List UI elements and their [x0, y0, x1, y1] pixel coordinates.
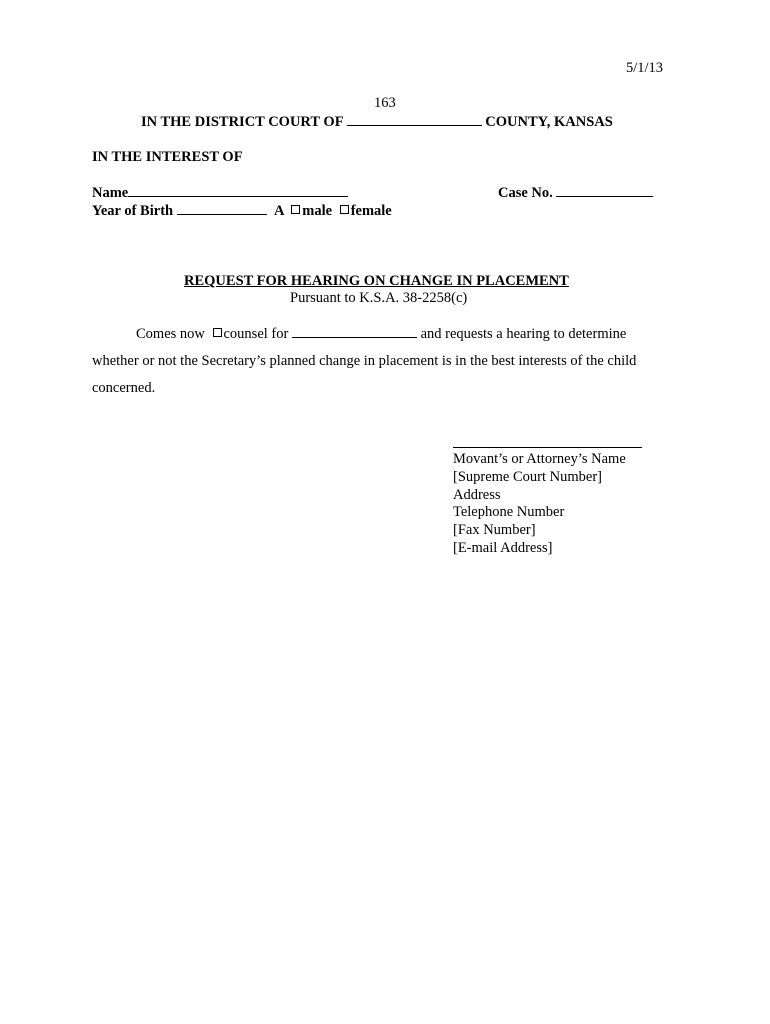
body-line-1 [92, 321, 667, 348]
signature-email: [E-mail Address] [453, 539, 553, 556]
female-checkbox[interactable] [340, 205, 349, 214]
name-label: Name [92, 185, 129, 201]
body-line-3: concerned. [92, 380, 156, 396]
document-title: REQUEST FOR HEARING ON CHANGE IN PLACEMENT [184, 273, 569, 289]
interest-heading: IN THE INTEREST OF [92, 149, 243, 165]
body-part-3: and requests a hearing to determine [420, 326, 627, 342]
birth-year-blank[interactable] [177, 202, 267, 215]
birth-row [92, 202, 392, 220]
signature-address: Address [453, 486, 501, 503]
female-label: female [350, 203, 392, 219]
body-paragraph [92, 321, 667, 402]
signature-block [453, 451, 626, 558]
county-blank[interactable] [347, 113, 482, 126]
form-number: 163 [374, 95, 396, 111]
court-line [141, 113, 613, 131]
case-label: Case No. [498, 185, 553, 201]
body-part-1: Comes now [136, 326, 205, 342]
case-number-blank[interactable] [556, 184, 653, 197]
document-subtitle: Pursuant to K.S.A. 38-2258(c) [290, 290, 468, 306]
signature-fax: [Fax Number] [453, 522, 536, 539]
counsel-for-blank[interactable] [292, 325, 417, 338]
body-part-2: counsel for [223, 326, 289, 342]
male-label: male [302, 203, 333, 219]
signature-attorney-name: Movant’s or Attorney’s Name [453, 451, 626, 467]
body-line-2: whether or not the Secretary’s planned change in placement is in the best interests of the child [92, 353, 637, 369]
signature-telephone: Telephone Number [453, 504, 565, 521]
a-label: A [273, 203, 284, 219]
male-checkbox[interactable] [291, 205, 300, 214]
counsel-checkbox[interactable] [213, 328, 222, 337]
case-row [498, 184, 653, 202]
signature-line [453, 447, 642, 448]
court-suffix: COUNTY, KANSAS [485, 114, 613, 130]
signature-court-number: [Supreme Court Number] [453, 468, 602, 485]
birth-label: Year of Birth [92, 203, 174, 219]
name-row [92, 184, 348, 202]
name-blank[interactable] [128, 184, 348, 197]
form-date: 5/1/13 [626, 60, 664, 76]
court-prefix: IN THE DISTRICT COURT OF [141, 114, 344, 130]
